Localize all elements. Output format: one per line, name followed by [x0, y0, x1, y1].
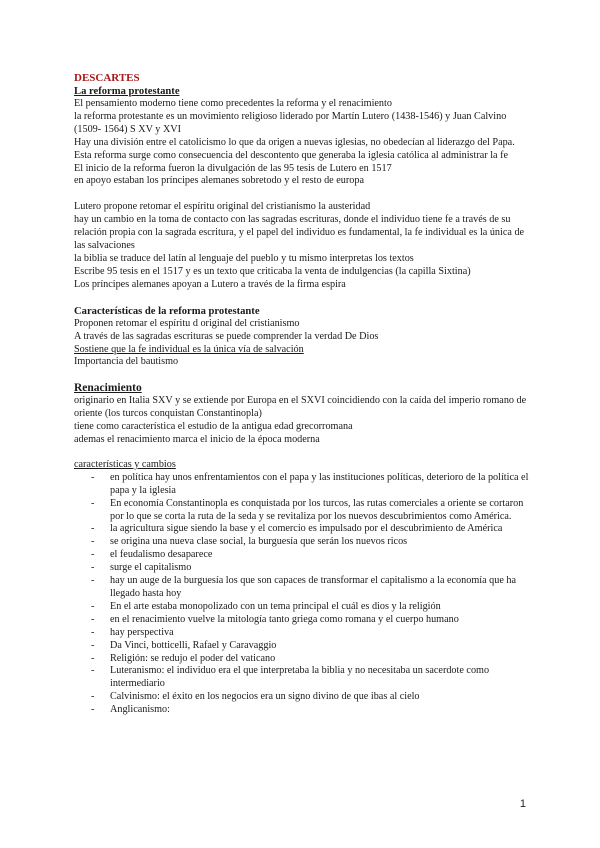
list-item: - en el renacimiento vuelve la mitología tanto griega como romana y el cuerpo humano — [74, 614, 530, 627]
list-item: - en política hay unos enfrentamientos con el papa y las instituciones políticas, deterioro de la política el papa y la iglesia — [74, 472, 530, 498]
paragraph-line: la biblia se traduce del latín al lenguaje del pueblo y tu mismo interpretas los textos — [74, 252, 414, 264]
paragraph-line: la reforma protestante es un movimiento religioso liderado por Martín Lutero (1438-1546) y Juan Calvino (1509- 1564) S XV y XVI — [74, 110, 507, 135]
list-item: - Anglicanismo: — [74, 704, 530, 717]
paragraph-line: tiene como característica el estudio de la antigua edad grecorromana — [74, 421, 353, 433]
paragraph-line: Escribe 95 tesis en el 1517 y es un texto que criticaba la venta de indulgencias (la capilla Sixtina) — [74, 265, 471, 277]
spacer — [74, 447, 530, 459]
list-item: - el feudalismo desaparece — [74, 549, 530, 562]
paragraph-line: El pensamiento moderno tiene como precedentes la reforma y el renacimiento — [74, 98, 392, 109]
list-item: - Calvinismo: el éxito en los negocios era un signo divino de que ibas al cielo — [74, 691, 530, 704]
paragraph-line: Proponen retomar el espíritu d original del cristianismo — [74, 317, 300, 329]
section-heading-reforma: La reforma protestante — [74, 86, 180, 97]
list-item: - la agricultura sigue siendo la base y el comercio es impulsado por el descubrimiento de América — [74, 523, 530, 536]
page-content — [74, 72, 530, 717]
list-item: - Luteranismo: el individuo era el que interpretaba la biblia y no necesitaba un sacerdote como intermediario — [74, 665, 530, 691]
list-item: - Da Vinci, botticelli, Rafael y Caravaggio — [74, 640, 530, 653]
document-title: DESCARTES — [74, 72, 140, 84]
underlined-line: Sostiene que la fe individual es la única vía de salvación — [74, 343, 304, 355]
paragraph-line: El inicio de la reforma fueron la divulgación de las 95 tesis de Lutero en 1517 — [74, 162, 392, 174]
list-item: - En el arte estaba monopolizado con un tema principal el cuál es dios y la religión — [74, 601, 530, 614]
list-item: - En economía Constantinopla es conquistada por los turcos, las rutas comerciales a oriente se cortaron por lo que se corta la ruta de la seda y se revitaliza por los nuevos descubrimientos como América. — [74, 498, 530, 524]
section-heading-caracteristicas: Características de la reforma protestante — [74, 305, 260, 317]
list-item: - se origina una nueva clase social, la burguesía que serán los nuevos ricos — [74, 536, 530, 549]
changes-list — [74, 472, 530, 717]
spacer — [74, 292, 530, 305]
paragraph-line: en apoyo estaban los príncipes alemanes sobretodo y el resto de europa — [74, 175, 364, 187]
paragraph-line: A través de las sagradas escrituras se puede comprender la verdad De Dios — [74, 330, 379, 342]
paragraph-line: Los príncipes alemanes apoyan a Lutero a través de la firma espira — [74, 278, 346, 290]
paragraph-line: Hay una división entre el catolicismo lo que da origen a nuevas iglesias, no obedecían al liderazgo del Papa. Esta reforma surge como consecuencia del descontento que generaba la iglesia católica al administrar la fe — [74, 136, 515, 161]
paragraph-line: originario en Italia SXV y se extiende por Europa en el SXVI coincidiendo con la caída del imperio romano de oriente (los turcos conquistan Constantinopla) — [74, 395, 527, 420]
list-item: - surge el capitalismo — [74, 562, 530, 575]
list-item: - Religión: se redujo el poder del vaticano — [74, 653, 530, 666]
section-heading-renacimiento: Renacimiento — [74, 382, 142, 395]
paragraph-line: hay un cambio en la toma de contacto con las sagradas escrituras, donde el individuo tiene fe a través de su relación propia con la sagrada escritura, y el papel del individuo es fundamental, la fe individual es la única de las salvaciones — [74, 214, 525, 252]
spacer — [74, 188, 530, 201]
subsection-heading-cambios: características y cambios — [74, 458, 176, 470]
spacer — [74, 369, 530, 381]
page-number: 1 — [519, 798, 526, 810]
paragraph-line: ademas el renacimiento marca el inicio de la época moderna — [74, 434, 320, 446]
list-item: - hay un auge de la burguesía los que son capaces de transformar el capitalismo a la economía que ha llegado hasta hoy — [74, 575, 530, 601]
paragraph-line: Importancia del bautismo — [74, 356, 179, 368]
paragraph-line: Lutero propone retomar el espíritu original del cristianismo la austeridad — [74, 201, 371, 213]
list-item: - hay perspectiva — [74, 627, 530, 640]
